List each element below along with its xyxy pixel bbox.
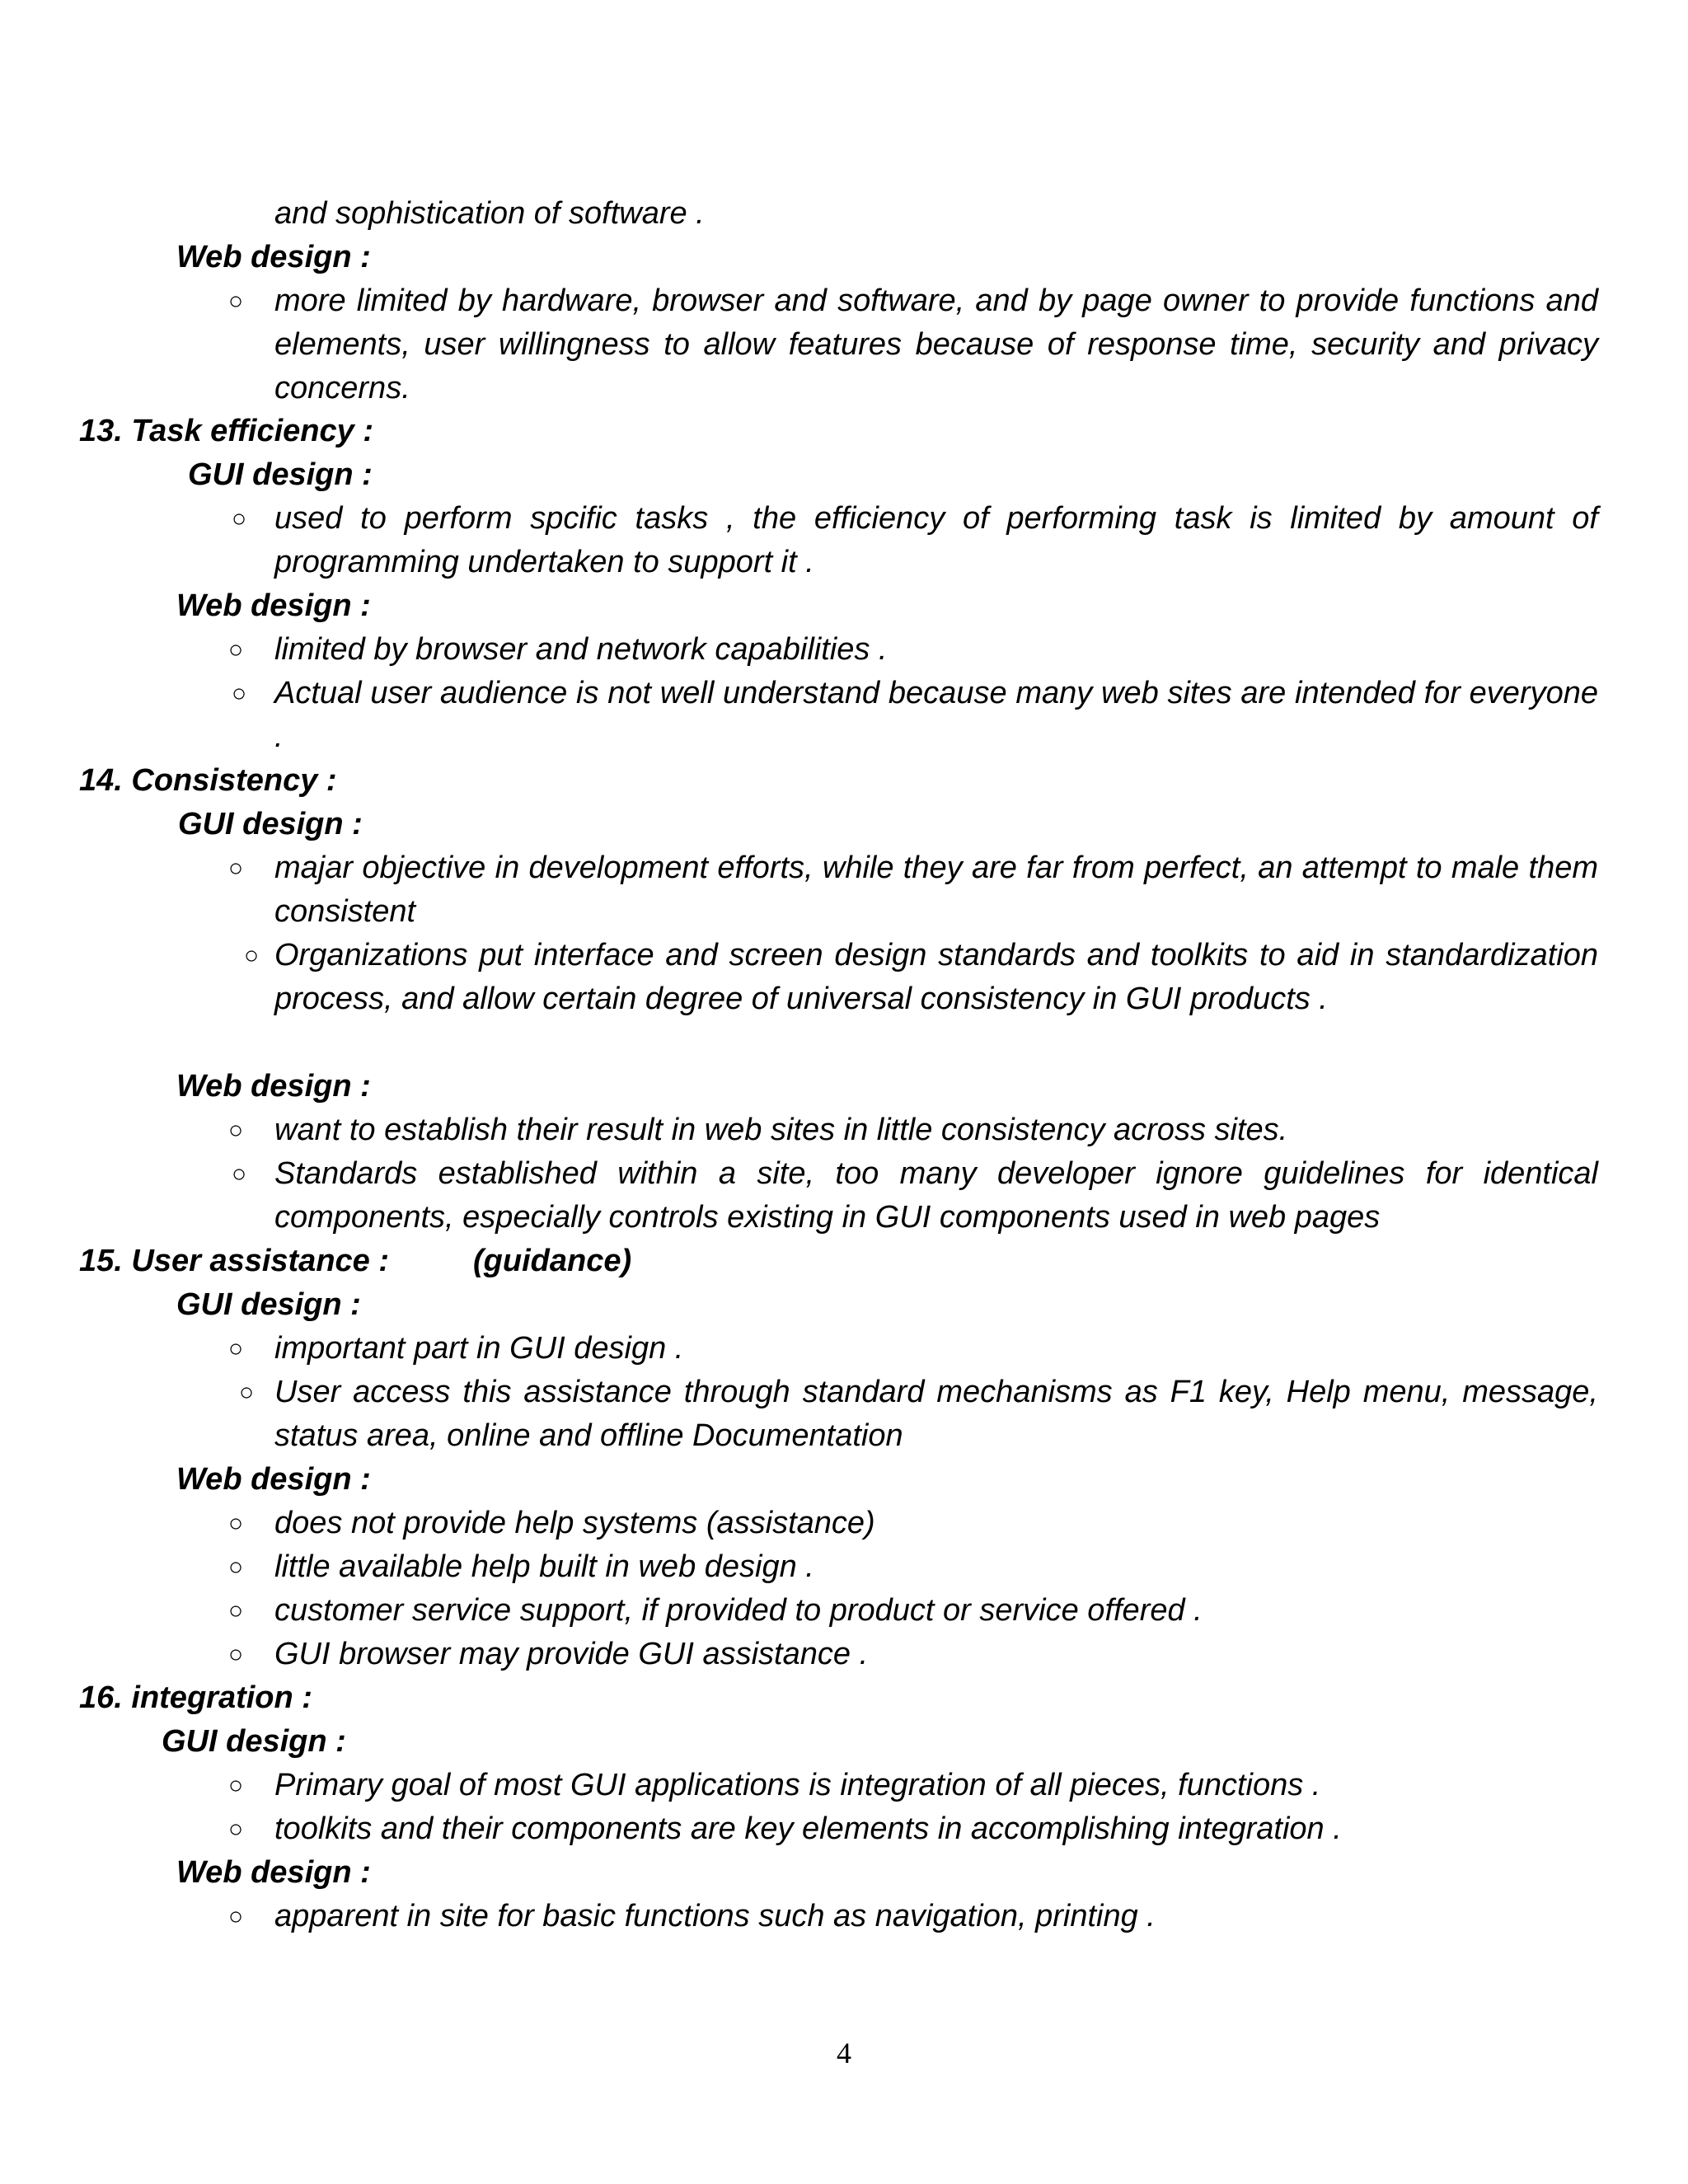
gui-design-heading: GUI design :: [188, 457, 373, 492]
bullet-icon: ○: [228, 288, 244, 315]
list-item: used to perform spcific tasks , the efficiency of performing task is limited by amount of programming undertaken to support it .: [274, 501, 1598, 579]
bullet-icon: ○: [228, 1597, 244, 1624]
bullet-icon: ○: [228, 855, 244, 882]
gui-design-heading: GUI design :: [162, 1724, 346, 1759]
bullet-icon: ○: [228, 1816, 244, 1843]
section-heading-16: 16. integration :: [79, 1680, 312, 1715]
list-item: User access this assistance through standard mechanisms as F1 key, Help menu, message, status area, online and offline Documentation: [274, 1375, 1598, 1453]
list-item: little available help built in web design .: [274, 1549, 814, 1584]
web-design-heading: Web design :: [176, 1855, 371, 1890]
section-heading-15: 15. User assistance :: [79, 1244, 390, 1278]
gui-design-heading: GUI design :: [178, 807, 363, 841]
bullet-icon: ○: [232, 505, 247, 532]
list-item: majar objective in development efforts, while they are far from perfect, an attempt to male them consistent: [274, 851, 1598, 929]
section-heading-13: 13. Task efficiency :: [79, 414, 373, 448]
bullet-icon: ○: [232, 1160, 247, 1188]
list-item: important part in GUI design .: [274, 1331, 684, 1366]
list-item: more limited by hardware, browser and software, and by page owner to provide functions and elements, user willingness to allow features because of response time, security and privacy concerns.: [274, 284, 1598, 405]
gui-design-heading: GUI design :: [176, 1287, 361, 1322]
list-item: apparent in site for basic functions such as navigation, printing .: [274, 1899, 1156, 1933]
page-number: 4: [837, 2036, 851, 2069]
section-heading-14: 14. Consistency :: [79, 763, 337, 798]
list-item: want to establish their result in web sites in little consistency across sites.: [274, 1113, 1288, 1147]
bullet-icon: ○: [228, 1641, 244, 1668]
list-item: does not provide help systems (assistance): [274, 1506, 875, 1540]
list-item: limited by browser and network capabilities .: [274, 632, 888, 667]
list-item: Primary goal of most GUI applications is integration of all pieces, functions .: [274, 1768, 1321, 1802]
list-item: Actual user audience is not well understand because many web sites are intended for everyone .: [274, 676, 1598, 754]
bullet-icon: ○: [239, 1379, 255, 1406]
web-design-heading: Web design :: [176, 240, 371, 274]
bullet-icon: ○: [228, 1335, 244, 1362]
bullet-icon: ○: [228, 1117, 244, 1144]
web-design-heading: Web design :: [176, 588, 371, 623]
list-item: toolkits and their components are key elements in accomplishing integration .: [274, 1811, 1342, 1846]
bullet-icon: ○: [228, 1772, 244, 1799]
list-item: Standards established within a site, too many developer ignore guidelines for identical components, especially controls existing in GUI components used in web pages: [274, 1156, 1598, 1235]
list-item: Organizations put interface and screen design standards and toolkits to aid in standardization process, and allow certain degree of universal consistency in GUI products .: [274, 938, 1598, 1016]
continuation-text: and sophistication of software .: [274, 196, 705, 231]
bullet-icon: ○: [228, 1510, 244, 1537]
web-design-heading: Web design :: [176, 1069, 371, 1104]
list-item: customer service support, if provided to product or service offered .: [274, 1593, 1203, 1628]
web-design-heading: Web design :: [176, 1462, 371, 1497]
bullet-icon: ○: [232, 680, 247, 707]
list-item: GUI browser may provide GUI assistance .: [274, 1637, 869, 1671]
section-heading-note: (guidance): [473, 1244, 632, 1278]
bullet-icon: ○: [244, 942, 260, 969]
bullet-icon: ○: [228, 636, 244, 663]
bullet-icon: ○: [228, 1554, 244, 1581]
bullet-icon: ○: [228, 1903, 244, 1930]
